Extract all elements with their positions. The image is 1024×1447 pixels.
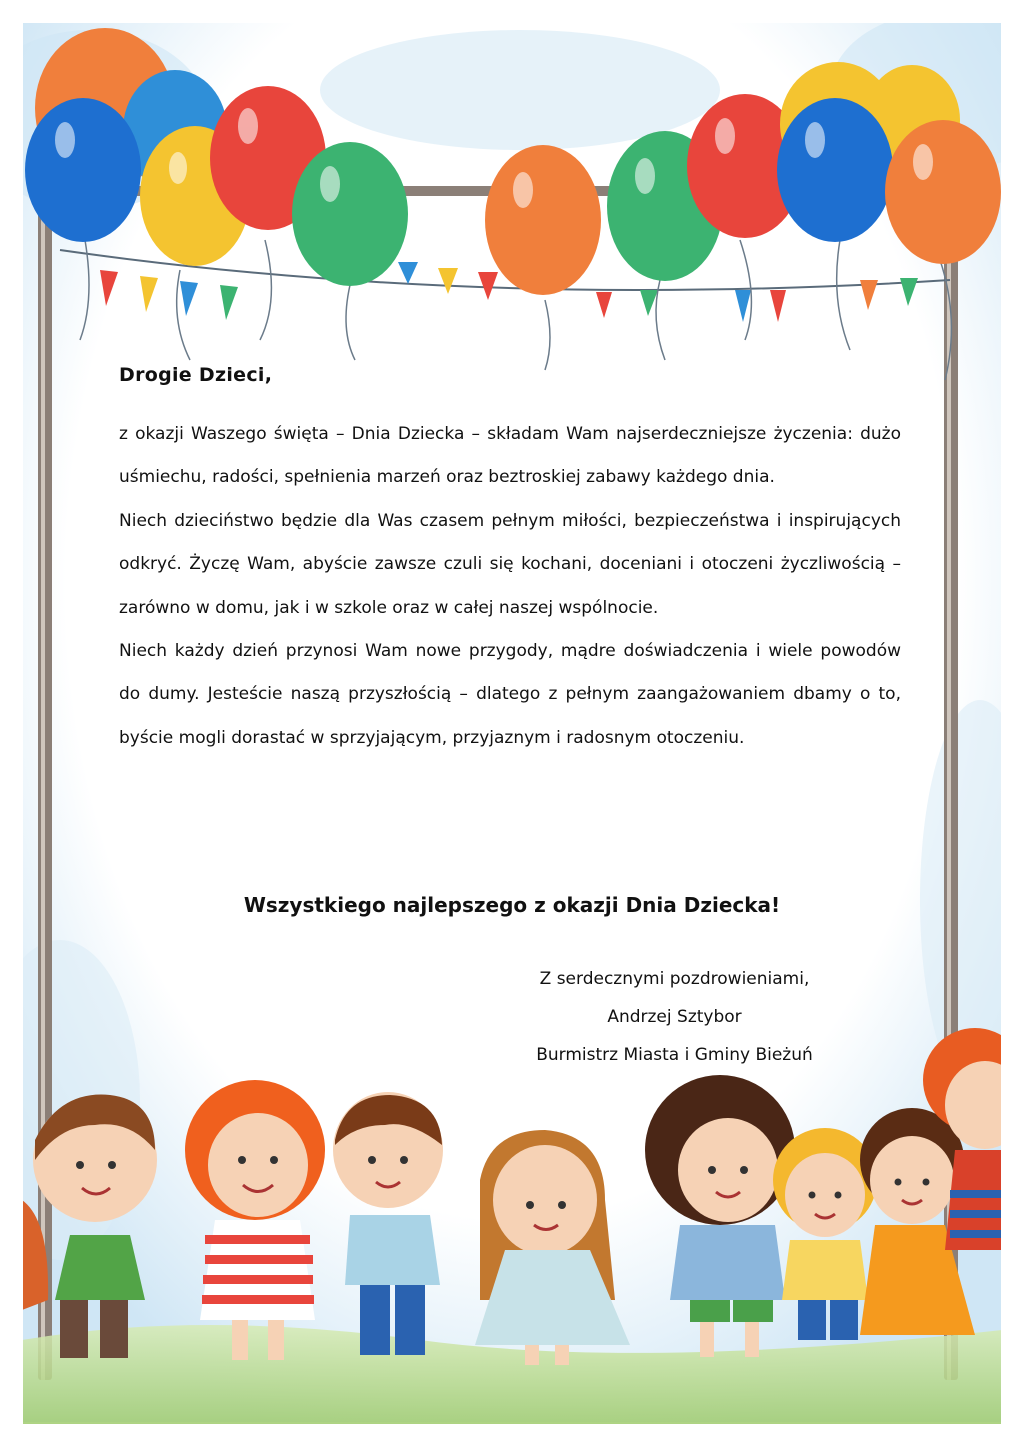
paragraph-2: Niech dzieciństwo będzie dla Was czasem pełnym miłości, bezpieczeństwa i inspirujących odkryć. Życzę Wam, abyście zawsze czuli się kochani, doceniani i otoczeni życzliwością – zarówno w domu, jak i w szkole oraz w całej naszej wspólnocie. xyxy=(119,510,901,618)
closing-line: Z serdecznymi pozdrowieniami, xyxy=(539,969,810,989)
signer-title: Burmistrz Miasta i Gminy Bieżuń xyxy=(536,1045,813,1065)
signer-name: Andrzej Sztybor xyxy=(607,1007,742,1027)
letter-greeting: Drogie Dzieci, xyxy=(119,364,273,386)
signature-block xyxy=(512,960,837,1074)
letter-wish: Wszystkiego najlepszego z okazji Dnia Dziecka! xyxy=(243,893,781,917)
paragraph-1: z okazji Waszego święta – Dnia Dziecka – składam Wam najserdeczniejsze życzenia: dużo uśmiechu, radości, spełnienia marzeń oraz beztroskiej zabawy każdego dnia. xyxy=(119,424,901,488)
letter-body xyxy=(119,413,901,760)
paragraph-3: Niech każdy dzień przynosi Wam nowe przygody, mądre doświadczenia i wiele powodów do dumy. Jesteście naszą przyszłością – dlatego z pełnym zaangażowaniem dbamy o to, byście mogli dorastać w sprzyjającym, przyjaznym i radosnym otoczeniu. xyxy=(119,641,901,748)
